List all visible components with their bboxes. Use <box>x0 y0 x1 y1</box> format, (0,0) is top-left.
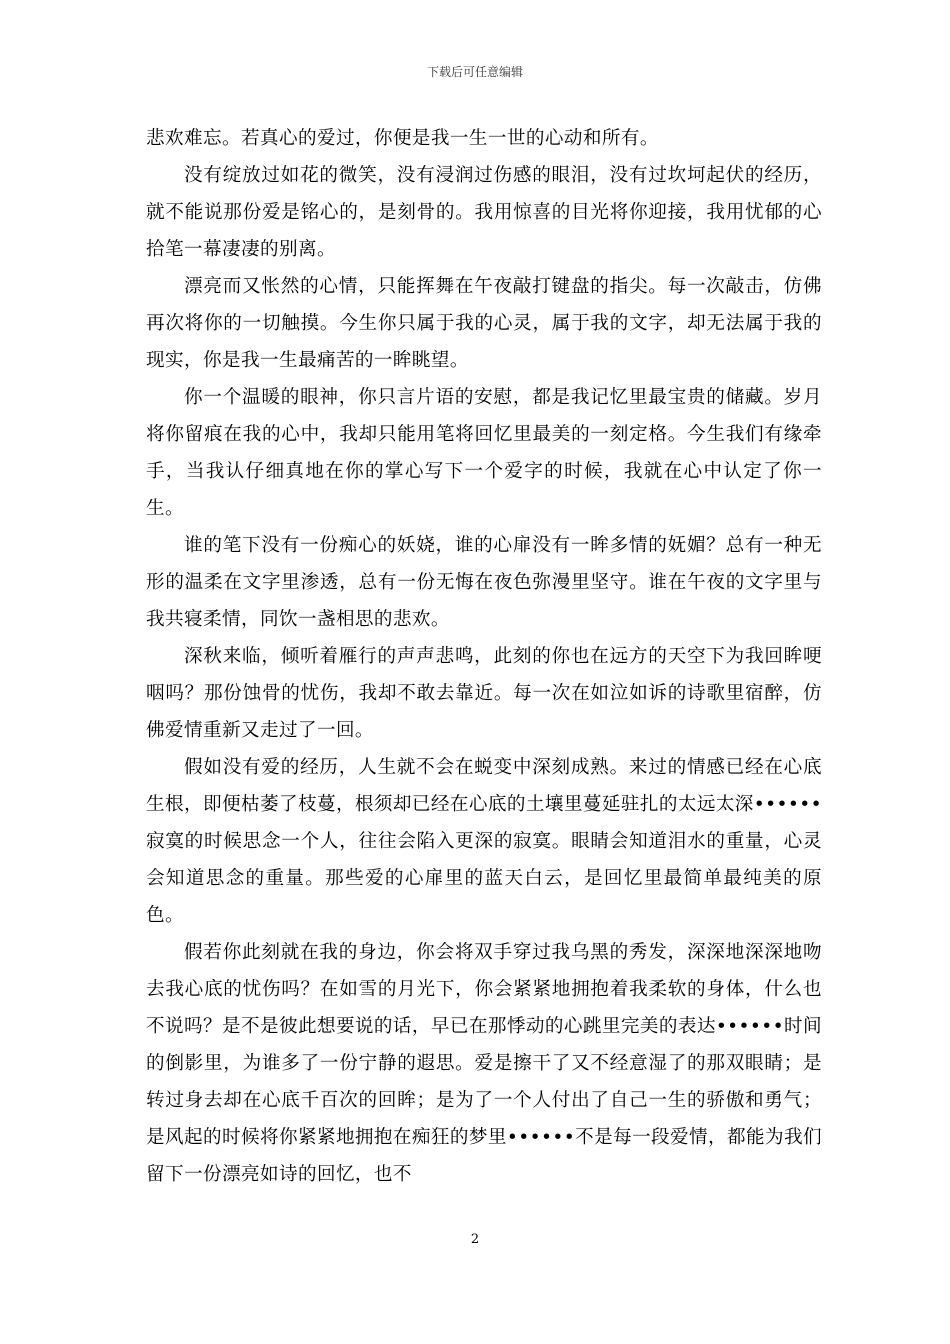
paragraph: 悲欢难忘。若真心的爱过，你便是我一生一世的心动和所有。 <box>146 128 659 149</box>
page-number: 2 <box>470 1232 480 1247</box>
page-header: 下载后可任意编辑 <box>426 65 523 79</box>
paragraph: 你一个温暖的眼神，你只言片语的安慰，都是我记忆里最宝贵的储藏。岁月将你留痕在我的心中，我却只能用笔将回忆里最美的一刻定格。今生我们有缘牵手，当我认仔细真地在你的掌心写下一个爱字的时候，我就在心中认定了你一生。 <box>146 387 822 519</box>
paragraph: 谁的笔下没有一份痴心的妖娆，谁的心扉没有一眸多情的妩媚？总有一种无形的温柔在文字里渗透，总有一份无悔在夜色弥漫里坚守。谁在午夜的文字里与我共寝柔情，同饮一盏相思的悲欢。 <box>146 535 822 630</box>
paragraph: 没有绽放过如花的微笑，没有浸润过伤感的眼泪，没有过坎坷起伏的经历，就不能说那份爱是铭心的，是刻骨的。我用惊喜的目光将你迎接，我用忧郁的心拾笔一幕凄凄的别离。 <box>146 165 822 260</box>
paragraph: 漂亮而又怅然的心情，只能挥舞在午夜敲打键盘的指尖。每一次敲击，仿佛再次将你的一切触摸。今生你只属于我的心灵，属于我的文字，却无法属于我的现实，你是我一生最痛苦的一眸眺望。 <box>146 276 822 371</box>
paragraph: 深秋来临，倾听着雁行的声声悲鸣，此刻的你也在远方的天空下为我回眸哽咽吗？那份蚀骨的忧伤，我却不敢去靠近。每一次在如泣如诉的诗歌里宿醉，仿佛爱情重新又走过了一回。 <box>146 646 822 741</box>
paragraph: 假如没有爱的经历，人生就不会在蜕变中深刻成熟。来过的情感已经在心底生根，即便枯萎了枝蔓，根须却已经在心底的土壤里蔓延驻扎的太远太深••••••寂寞的时候思念一个人，往往会陷入更深的寂寞。眼睛会知道泪水的重量，心灵会知道思念的重量。那些爱的心扉里的蓝天白云，是回忆里最简单最纯美的原色。 <box>146 757 823 926</box>
document-body <box>146 120 822 1193</box>
paragraph: 假若你此刻就在我的身边，你会将双手穿过我乌黑的秀发，深深地深深地吻去我心底的忧伤吗？在如雪的月光下，你会紧紧地拥抱着我柔软的身体，什么也不说吗？是不是彼此想要说的话，早已在那悸动的心跳里完美的表达••••••时间的倒影里，为谁多了一份宁静的遐思。爱是擦干了又不经意湿了的那双眼睛；是转过身去却在心底千百次的回眸；是为了一个人付出了自己一生的骄傲和勇气；是风起的时候将你紧紧地拥抱在痴狂的梦里••••••不是每一段爱情，都能为我们留下一份漂亮如诗的回忆，也不 <box>146 942 823 1185</box>
